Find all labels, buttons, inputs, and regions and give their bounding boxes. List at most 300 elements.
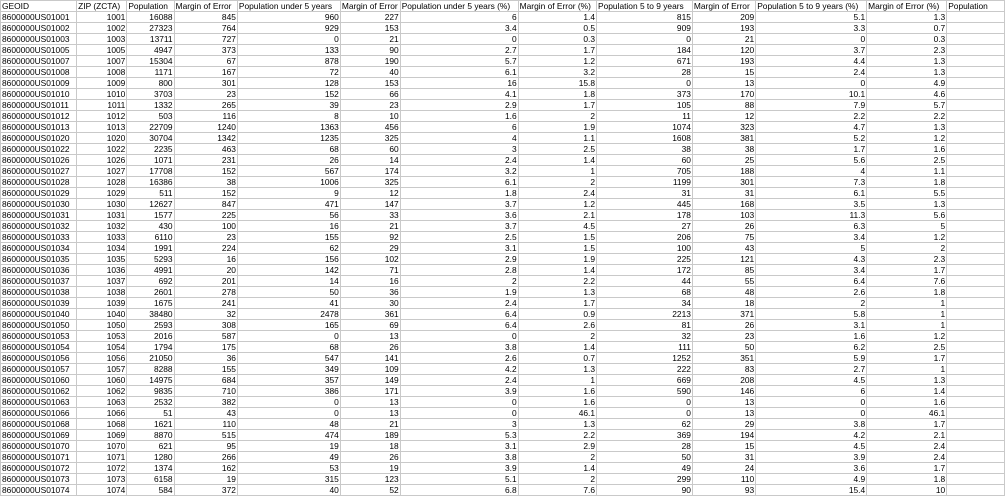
table-cell[interactable]: 36 bbox=[340, 287, 400, 298]
column-header[interactable]: GEOID bbox=[1, 1, 77, 12]
table-cell[interactable] bbox=[947, 210, 1005, 221]
table-cell[interactable]: 33 bbox=[340, 210, 400, 221]
table-cell[interactable]: 6110 bbox=[127, 232, 174, 243]
table-cell[interactable]: 1005 bbox=[77, 45, 127, 56]
table-cell[interactable]: 1053 bbox=[77, 331, 127, 342]
table-cell[interactable]: 0 bbox=[756, 34, 867, 45]
table-cell[interactable]: 1332 bbox=[127, 100, 174, 111]
table-cell[interactable]: 0.7 bbox=[867, 23, 947, 34]
table-cell[interactable]: 103 bbox=[692, 210, 755, 221]
table-cell[interactable]: 3.1 bbox=[400, 243, 518, 254]
table-cell[interactable]: 16088 bbox=[127, 12, 174, 23]
table-cell[interactable]: 2.5 bbox=[518, 144, 596, 155]
table-cell[interactable]: 8600000US01057 bbox=[1, 364, 77, 375]
column-header[interactable]: Population 5 to 9 years bbox=[597, 1, 693, 12]
table-cell[interactable]: 21 bbox=[340, 419, 400, 430]
table-cell[interactable]: 1050 bbox=[77, 320, 127, 331]
table-cell[interactable]: 671 bbox=[597, 56, 693, 67]
table-cell[interactable]: 190 bbox=[340, 56, 400, 67]
table-cell[interactable]: 3.2 bbox=[518, 67, 596, 78]
table-cell[interactable]: 669 bbox=[597, 375, 693, 386]
table-cell[interactable]: 52 bbox=[340, 485, 400, 496]
table-cell[interactable]: 8600000US01029 bbox=[1, 188, 77, 199]
table-cell[interactable]: 1030 bbox=[77, 199, 127, 210]
table-cell[interactable]: 8600000US01003 bbox=[1, 34, 77, 45]
table-cell[interactable]: 1.4 bbox=[518, 463, 596, 474]
table-cell[interactable]: 24 bbox=[692, 463, 755, 474]
table-cell[interactable]: 1.1 bbox=[867, 166, 947, 177]
table-cell[interactable]: 2593 bbox=[127, 320, 174, 331]
table-cell[interactable]: 1001 bbox=[77, 12, 127, 23]
table-cell[interactable]: 1026 bbox=[77, 155, 127, 166]
table-cell[interactable]: 5.7 bbox=[867, 100, 947, 111]
table-cell[interactable]: 8288 bbox=[127, 364, 174, 375]
table-cell[interactable]: 1.6 bbox=[518, 386, 596, 397]
table-cell[interactable]: 167 bbox=[174, 67, 237, 78]
table-cell[interactable]: 1.7 bbox=[518, 100, 596, 111]
table-cell[interactable]: 3.7 bbox=[400, 221, 518, 232]
table-cell[interactable]: 8600000US01050 bbox=[1, 320, 77, 331]
table-cell[interactable]: 155 bbox=[237, 232, 340, 243]
table-cell[interactable]: 0.5 bbox=[518, 23, 596, 34]
table-cell[interactable]: 1034 bbox=[77, 243, 127, 254]
table-cell[interactable]: 102 bbox=[340, 254, 400, 265]
table-cell[interactable]: 15304 bbox=[127, 56, 174, 67]
table-cell[interactable]: 14975 bbox=[127, 375, 174, 386]
table-cell[interactable]: 17708 bbox=[127, 166, 174, 177]
table-cell[interactable]: 13 bbox=[692, 397, 755, 408]
table-cell[interactable]: 105 bbox=[597, 100, 693, 111]
column-header[interactable]: Margin of Error bbox=[692, 1, 755, 12]
table-cell[interactable] bbox=[947, 364, 1005, 375]
table-cell[interactable]: 2 bbox=[400, 276, 518, 287]
table-cell[interactable]: 141 bbox=[340, 353, 400, 364]
table-cell[interactable]: 92 bbox=[340, 232, 400, 243]
table-cell[interactable] bbox=[947, 397, 1005, 408]
table-cell[interactable]: 0 bbox=[237, 408, 340, 419]
table-cell[interactable]: 19 bbox=[174, 474, 237, 485]
table-cell[interactable]: 1.2 bbox=[867, 133, 947, 144]
table-cell[interactable]: 1.5 bbox=[518, 243, 596, 254]
table-cell[interactable]: 224 bbox=[174, 243, 237, 254]
table-cell[interactable]: 2.2 bbox=[867, 111, 947, 122]
table-cell[interactable]: 325 bbox=[340, 133, 400, 144]
table-cell[interactable]: 165 bbox=[237, 320, 340, 331]
table-cell[interactable]: 227 bbox=[340, 12, 400, 23]
table-cell[interactable]: 8600000US01070 bbox=[1, 441, 77, 452]
table-cell[interactable]: 1.2 bbox=[518, 56, 596, 67]
table-cell[interactable]: 12 bbox=[340, 188, 400, 199]
table-cell[interactable]: 1.8 bbox=[518, 89, 596, 100]
table-cell[interactable]: 371 bbox=[692, 309, 755, 320]
table-cell[interactable]: 2.4 bbox=[518, 188, 596, 199]
table-cell[interactable]: 0.3 bbox=[867, 34, 947, 45]
table-cell[interactable]: 727 bbox=[174, 34, 237, 45]
table-cell[interactable]: 20 bbox=[174, 265, 237, 276]
table-cell[interactable]: 6.4 bbox=[756, 276, 867, 287]
table-cell[interactable]: 8600000US01005 bbox=[1, 45, 77, 56]
table-cell[interactable]: 5 bbox=[867, 221, 947, 232]
table-cell[interactable]: 26 bbox=[340, 452, 400, 463]
table-cell[interactable]: 1071 bbox=[127, 155, 174, 166]
table-cell[interactable]: 15.4 bbox=[756, 485, 867, 496]
table-cell[interactable]: 69 bbox=[340, 320, 400, 331]
table-cell[interactable]: 1 bbox=[867, 309, 947, 320]
table-cell[interactable]: 266 bbox=[174, 452, 237, 463]
table-cell[interactable]: 3.1 bbox=[756, 320, 867, 331]
table-cell[interactable]: 5293 bbox=[127, 254, 174, 265]
table-cell[interactable] bbox=[947, 320, 1005, 331]
table-cell[interactable]: 1.7 bbox=[867, 265, 947, 276]
table-cell[interactable] bbox=[947, 276, 1005, 287]
table-cell[interactable]: 8600000US01039 bbox=[1, 298, 77, 309]
table-cell[interactable]: 32 bbox=[597, 331, 693, 342]
table-cell[interactable]: 1054 bbox=[77, 342, 127, 353]
table-cell[interactable]: 8600000US01034 bbox=[1, 243, 77, 254]
table-cell[interactable] bbox=[947, 78, 1005, 89]
table-cell[interactable] bbox=[947, 375, 1005, 386]
table-cell[interactable]: 1.5 bbox=[518, 232, 596, 243]
table-cell[interactable]: 123 bbox=[340, 474, 400, 485]
table-cell[interactable]: 0 bbox=[400, 397, 518, 408]
table-cell[interactable]: 323 bbox=[692, 122, 755, 133]
table-cell[interactable] bbox=[947, 474, 1005, 485]
table-cell[interactable]: 8600000US01068 bbox=[1, 419, 77, 430]
table-cell[interactable]: 0 bbox=[400, 408, 518, 419]
table-cell[interactable]: 7.6 bbox=[518, 485, 596, 496]
column-header[interactable]: Margin of Error (%) bbox=[867, 1, 947, 12]
table-cell[interactable]: 1028 bbox=[77, 177, 127, 188]
table-cell[interactable]: 2.5 bbox=[867, 342, 947, 353]
table-cell[interactable]: 8600000US01009 bbox=[1, 78, 77, 89]
table-cell[interactable]: 16 bbox=[237, 221, 340, 232]
table-cell[interactable] bbox=[947, 243, 1005, 254]
table-cell[interactable]: 5.2 bbox=[756, 133, 867, 144]
table-cell[interactable]: 12627 bbox=[127, 199, 174, 210]
table-cell[interactable]: 474 bbox=[237, 430, 340, 441]
table-cell[interactable]: 357 bbox=[237, 375, 340, 386]
table-cell[interactable]: 1991 bbox=[127, 243, 174, 254]
table-cell[interactable]: 2.6 bbox=[518, 320, 596, 331]
table-cell[interactable]: 8600000US01060 bbox=[1, 375, 77, 386]
table-cell[interactable]: 152 bbox=[174, 166, 237, 177]
table-cell[interactable]: 1608 bbox=[597, 133, 693, 144]
table-cell[interactable]: 369 bbox=[597, 430, 693, 441]
table-cell[interactable] bbox=[947, 298, 1005, 309]
table-cell[interactable] bbox=[947, 34, 1005, 45]
table-cell[interactable]: 1057 bbox=[77, 364, 127, 375]
table-cell[interactable]: 1240 bbox=[174, 122, 237, 133]
table-cell[interactable]: 51 bbox=[127, 408, 174, 419]
table-cell[interactable]: 1002 bbox=[77, 23, 127, 34]
table-cell[interactable]: 1577 bbox=[127, 210, 174, 221]
table-cell[interactable]: 684 bbox=[174, 375, 237, 386]
table-cell[interactable]: 584 bbox=[127, 485, 174, 496]
table-cell[interactable]: 1.2 bbox=[867, 232, 947, 243]
table-cell[interactable]: 36 bbox=[174, 353, 237, 364]
table-cell[interactable]: 1342 bbox=[174, 133, 237, 144]
table-cell[interactable]: 1037 bbox=[77, 276, 127, 287]
table-cell[interactable]: 15.8 bbox=[518, 78, 596, 89]
table-cell[interactable]: 15 bbox=[692, 441, 755, 452]
table-cell[interactable]: 175 bbox=[174, 342, 237, 353]
table-cell[interactable]: 4.5 bbox=[756, 441, 867, 452]
table-cell[interactable]: 1.3 bbox=[518, 287, 596, 298]
table-cell[interactable]: 21 bbox=[692, 34, 755, 45]
table-cell[interactable] bbox=[947, 452, 1005, 463]
table-cell[interactable] bbox=[947, 89, 1005, 100]
table-cell[interactable] bbox=[947, 111, 1005, 122]
table-cell[interactable]: 1006 bbox=[237, 177, 340, 188]
table-cell[interactable]: 75 bbox=[692, 232, 755, 243]
table-cell[interactable]: 8600000US01035 bbox=[1, 254, 77, 265]
table-cell[interactable]: 4.7 bbox=[756, 122, 867, 133]
table-cell[interactable]: 1.8 bbox=[867, 177, 947, 188]
table-cell[interactable]: 189 bbox=[340, 430, 400, 441]
table-cell[interactable]: 3.9 bbox=[400, 463, 518, 474]
table-cell[interactable]: 68 bbox=[597, 287, 693, 298]
table-cell[interactable]: 1199 bbox=[597, 177, 693, 188]
table-cell[interactable]: 2.2 bbox=[518, 276, 596, 287]
table-cell[interactable]: 2 bbox=[518, 474, 596, 485]
table-cell[interactable]: 1029 bbox=[77, 188, 127, 199]
table-cell[interactable]: 146 bbox=[692, 386, 755, 397]
table-cell[interactable]: 511 bbox=[127, 188, 174, 199]
table-cell[interactable] bbox=[947, 331, 1005, 342]
table-cell[interactable]: 1252 bbox=[597, 353, 693, 364]
table-cell[interactable]: 8600000US01001 bbox=[1, 12, 77, 23]
table-cell[interactable]: 1008 bbox=[77, 67, 127, 78]
table-cell[interactable]: 193 bbox=[692, 23, 755, 34]
table-cell[interactable]: 48 bbox=[237, 419, 340, 430]
table-cell[interactable]: 3 bbox=[400, 144, 518, 155]
table-cell[interactable]: 8600000US01013 bbox=[1, 122, 77, 133]
table-cell[interactable]: 16 bbox=[400, 78, 518, 89]
table-cell[interactable]: 23 bbox=[174, 89, 237, 100]
table-cell[interactable]: 60 bbox=[597, 155, 693, 166]
table-cell[interactable]: 1.9 bbox=[400, 287, 518, 298]
table-cell[interactable]: 3.3 bbox=[756, 23, 867, 34]
table-cell[interactable]: 2 bbox=[518, 331, 596, 342]
table-cell[interactable]: 2.7 bbox=[400, 45, 518, 56]
table-cell[interactable]: 1.3 bbox=[867, 56, 947, 67]
table-cell[interactable]: 40 bbox=[237, 485, 340, 496]
table-cell[interactable]: 8600000US01069 bbox=[1, 430, 77, 441]
table-cell[interactable]: 1.8 bbox=[400, 188, 518, 199]
table-cell[interactable]: 1068 bbox=[77, 419, 127, 430]
table-cell[interactable]: 1.9 bbox=[518, 122, 596, 133]
table-cell[interactable]: 4.9 bbox=[756, 474, 867, 485]
table-cell[interactable]: 31 bbox=[692, 452, 755, 463]
table-cell[interactable]: 815 bbox=[597, 12, 693, 23]
table-cell[interactable]: 372 bbox=[174, 485, 237, 496]
table-cell[interactable]: 53 bbox=[237, 463, 340, 474]
table-cell[interactable]: 5.3 bbox=[400, 430, 518, 441]
table-cell[interactable]: 110 bbox=[692, 474, 755, 485]
table-cell[interactable]: 6.1 bbox=[400, 67, 518, 78]
table-cell[interactable] bbox=[947, 56, 1005, 67]
table-cell[interactable]: 21 bbox=[340, 34, 400, 45]
table-cell[interactable]: 3.4 bbox=[756, 265, 867, 276]
table-cell[interactable]: 8600000US01002 bbox=[1, 23, 77, 34]
table-cell[interactable]: 445 bbox=[597, 199, 693, 210]
table-cell[interactable]: 4991 bbox=[127, 265, 174, 276]
table-cell[interactable]: 878 bbox=[237, 56, 340, 67]
table-cell[interactable]: 373 bbox=[174, 45, 237, 56]
table-cell[interactable]: 1027 bbox=[77, 166, 127, 177]
column-header[interactable]: Population under 5 years bbox=[237, 1, 340, 12]
table-cell[interactable]: 56 bbox=[237, 210, 340, 221]
table-cell[interactable]: 1020 bbox=[77, 133, 127, 144]
column-header[interactable]: Margin of Error (%) bbox=[518, 1, 596, 12]
table-cell[interactable]: 38 bbox=[692, 144, 755, 155]
table-cell[interactable]: 11 bbox=[597, 111, 693, 122]
table-cell[interactable]: 4 bbox=[400, 133, 518, 144]
table-cell[interactable] bbox=[947, 386, 1005, 397]
table-cell[interactable]: 764 bbox=[174, 23, 237, 34]
table-cell[interactable]: 153 bbox=[340, 23, 400, 34]
table-cell[interactable]: 265 bbox=[174, 100, 237, 111]
table-cell[interactable] bbox=[947, 122, 1005, 133]
table-cell[interactable]: 18 bbox=[692, 298, 755, 309]
table-cell[interactable]: 8600000US01028 bbox=[1, 177, 77, 188]
table-cell[interactable]: 0 bbox=[237, 331, 340, 342]
table-cell[interactable] bbox=[947, 133, 1005, 144]
table-cell[interactable]: 241 bbox=[174, 298, 237, 309]
table-cell[interactable]: 88 bbox=[692, 100, 755, 111]
table-cell[interactable] bbox=[947, 23, 1005, 34]
table-cell[interactable]: 23 bbox=[174, 232, 237, 243]
table-cell[interactable]: 8600000US01020 bbox=[1, 133, 77, 144]
table-cell[interactable]: 1007 bbox=[77, 56, 127, 67]
table-cell[interactable]: 142 bbox=[237, 265, 340, 276]
table-cell[interactable]: 2.4 bbox=[867, 441, 947, 452]
column-header[interactable]: Population 5 to 9 years (%) bbox=[756, 1, 867, 12]
table-cell[interactable]: 1.6 bbox=[400, 111, 518, 122]
table-cell[interactable]: 111 bbox=[597, 342, 693, 353]
table-cell[interactable]: 49 bbox=[597, 463, 693, 474]
table-cell[interactable]: 15 bbox=[692, 67, 755, 78]
table-cell[interactable]: 2.4 bbox=[400, 155, 518, 166]
table-cell[interactable]: 81 bbox=[597, 320, 693, 331]
table-cell[interactable]: 349 bbox=[237, 364, 340, 375]
table-cell[interactable]: 2.2 bbox=[756, 111, 867, 122]
table-cell[interactable]: 222 bbox=[597, 364, 693, 375]
table-cell[interactable]: 170 bbox=[692, 89, 755, 100]
table-cell[interactable]: 26 bbox=[692, 320, 755, 331]
table-cell[interactable]: 1 bbox=[518, 375, 596, 386]
table-cell[interactable]: 3.9 bbox=[756, 452, 867, 463]
table-cell[interactable]: 0.7 bbox=[518, 353, 596, 364]
table-cell[interactable]: 463 bbox=[174, 144, 237, 155]
table-cell[interactable]: 13 bbox=[340, 397, 400, 408]
table-cell[interactable]: 41 bbox=[237, 298, 340, 309]
table-cell[interactable]: 4.3 bbox=[756, 254, 867, 265]
table-cell[interactable]: 6.4 bbox=[400, 320, 518, 331]
table-cell[interactable]: 3.7 bbox=[756, 45, 867, 56]
table-cell[interactable]: 351 bbox=[692, 353, 755, 364]
table-cell[interactable]: 3 bbox=[400, 419, 518, 430]
table-cell[interactable]: 10.1 bbox=[756, 89, 867, 100]
table-cell[interactable]: 11.3 bbox=[756, 210, 867, 221]
table-cell[interactable]: 62 bbox=[597, 419, 693, 430]
table-cell[interactable]: 50 bbox=[597, 452, 693, 463]
table-cell[interactable] bbox=[947, 67, 1005, 78]
table-cell[interactable]: 3.6 bbox=[756, 463, 867, 474]
table-cell[interactable]: 8600000US01056 bbox=[1, 353, 77, 364]
table-cell[interactable]: 2.8 bbox=[400, 265, 518, 276]
table-cell[interactable]: 381 bbox=[692, 133, 755, 144]
table-cell[interactable]: 8600000US01008 bbox=[1, 67, 77, 78]
table-cell[interactable]: 32 bbox=[174, 309, 237, 320]
table-cell[interactable]: 8600000US01038 bbox=[1, 287, 77, 298]
table-cell[interactable]: 4.4 bbox=[756, 56, 867, 67]
table-cell[interactable]: 8600000US01062 bbox=[1, 386, 77, 397]
table-cell[interactable]: 38480 bbox=[127, 309, 174, 320]
table-cell[interactable]: 587 bbox=[174, 331, 237, 342]
table-cell[interactable]: 5.9 bbox=[756, 353, 867, 364]
table-cell[interactable]: 1.6 bbox=[518, 397, 596, 408]
table-cell[interactable]: 46.1 bbox=[518, 408, 596, 419]
table-cell[interactable]: 23 bbox=[692, 331, 755, 342]
table-cell[interactable]: 1.4 bbox=[518, 12, 596, 23]
table-cell[interactable]: 7.9 bbox=[756, 100, 867, 111]
table-cell[interactable]: 5.1 bbox=[756, 12, 867, 23]
table-cell[interactable]: 209 bbox=[692, 12, 755, 23]
table-cell[interactable]: 2016 bbox=[127, 331, 174, 342]
table-cell[interactable]: 1038 bbox=[77, 287, 127, 298]
table-cell[interactable]: 1.2 bbox=[518, 199, 596, 210]
table-cell[interactable]: 100 bbox=[174, 221, 237, 232]
table-cell[interactable] bbox=[947, 199, 1005, 210]
table-cell[interactable]: 22709 bbox=[127, 122, 174, 133]
table-cell[interactable]: 206 bbox=[597, 232, 693, 243]
table-cell[interactable]: 2 bbox=[756, 298, 867, 309]
table-cell[interactable]: 1.3 bbox=[518, 364, 596, 375]
column-header[interactable]: Population bbox=[947, 1, 1005, 12]
table-cell[interactable]: 6.8 bbox=[400, 485, 518, 496]
table-cell[interactable]: 3.4 bbox=[400, 23, 518, 34]
table-cell[interactable]: 0 bbox=[597, 397, 693, 408]
table-cell[interactable]: 386 bbox=[237, 386, 340, 397]
table-cell[interactable]: 23 bbox=[340, 100, 400, 111]
table-cell[interactable]: 2.2 bbox=[518, 430, 596, 441]
table-cell[interactable]: 1280 bbox=[127, 452, 174, 463]
table-cell[interactable]: 705 bbox=[597, 166, 693, 177]
table-cell[interactable]: 2.5 bbox=[867, 155, 947, 166]
table-cell[interactable]: 1171 bbox=[127, 67, 174, 78]
table-cell[interactable]: 8600000US01036 bbox=[1, 265, 77, 276]
table-cell[interactable] bbox=[947, 408, 1005, 419]
table-cell[interactable]: 133 bbox=[237, 45, 340, 56]
table-cell[interactable]: 1 bbox=[518, 166, 596, 177]
table-cell[interactable] bbox=[947, 419, 1005, 430]
table-cell[interactable] bbox=[947, 232, 1005, 243]
table-cell[interactable] bbox=[947, 100, 1005, 111]
table-cell[interactable]: 162 bbox=[174, 463, 237, 474]
table-cell[interactable]: 18 bbox=[340, 441, 400, 452]
table-cell[interactable]: 153 bbox=[340, 78, 400, 89]
table-cell[interactable]: 26 bbox=[340, 342, 400, 353]
table-cell[interactable]: 308 bbox=[174, 320, 237, 331]
table-cell[interactable]: 2.6 bbox=[400, 353, 518, 364]
table-cell[interactable]: 2.9 bbox=[400, 254, 518, 265]
table-cell[interactable]: 2.5 bbox=[400, 232, 518, 243]
table-cell[interactable]: 8600000US01012 bbox=[1, 111, 77, 122]
table-cell[interactable]: 1072 bbox=[77, 463, 127, 474]
table-cell[interactable]: 590 bbox=[597, 386, 693, 397]
table-cell[interactable]: 4.1 bbox=[400, 89, 518, 100]
